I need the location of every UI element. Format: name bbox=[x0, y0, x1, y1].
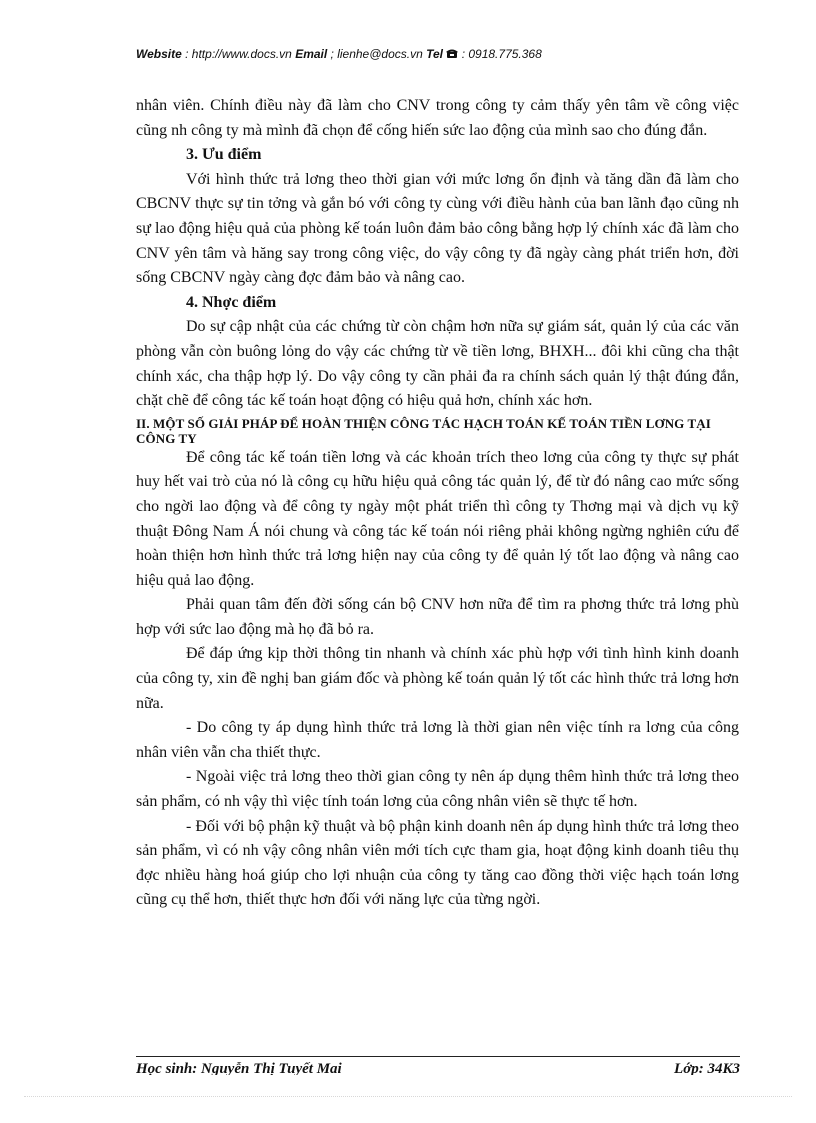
list-item: - Đối với bộ phận kỹ thuật và bộ phận kinh doanh nên áp dụng hình thức trả lơng theo sản phẩm, vì có nh vậy công nhân viên mới tích cực tham gia, hoạt động kinh doanh tiêu thụ đợc nhiều hàng hoá giúp cho lợi nhuận của công ty tăng cao đồng thời việc hạch toán lơng cũng cụ thể hơn, thiết thực hơn đối với năng lực của từng ngời. bbox=[136, 817, 739, 909]
phone-icon bbox=[446, 48, 458, 62]
website-label: Website bbox=[136, 47, 182, 61]
email-value: ; lienhe@docs.vn bbox=[327, 47, 427, 61]
document-body bbox=[136, 94, 739, 913]
page-header bbox=[136, 47, 756, 62]
footer-class: Lớp: 34K3 bbox=[674, 1061, 740, 1075]
footer-student: Học sinh: Nguyễn Thị Tuyết Mai bbox=[136, 1061, 342, 1075]
list-item: - Ngoài việc trả lơng theo thời gian công ty nên áp dụng thêm hình thức trả lơng theo sản phẩm, có nh vậy thì việc tính toán lơng của công nhân viên sẽ thực tế hơn. bbox=[136, 768, 739, 811]
heading-disadvantages: 4. Nhợc điểm bbox=[186, 293, 277, 311]
paragraph: Để đáp ứng kịp thời thông tin nhanh và chính xác phù hợp với tình hình kinh doanh của công ty, xin đề nghị ban giám đốc và phòng kế toán quản lý tốt các hình thức trả lơng hơn nữa. bbox=[136, 645, 739, 712]
footer-divider bbox=[136, 1056, 740, 1057]
paragraph: nhân viên. Chính điều này đã làm cho CNV trong công ty cảm thấy yên tâm về công việc cũng nh công ty mà mình đã chọn để cống hiến sức lao động của mình sao cho đúng đắn. bbox=[136, 97, 739, 139]
paragraph: Phải quan tâm đến đời sống cán bộ CNV hơn nữa để tìm ra phơng thức trả lơng phù hợp với sức lao động mà họ đã bỏ ra. bbox=[136, 596, 739, 638]
list-item: - Do công ty áp dụng hình thức trả lơng là thời gian nên việc tính ra lơng của công nhân viên vẫn cha thiết thực. bbox=[136, 719, 739, 761]
heading-advantages: 3. Ưu điểm bbox=[186, 146, 262, 164]
page-edge-divider bbox=[24, 1096, 792, 1097]
tel-label: Tel bbox=[426, 47, 444, 61]
website-value: : http://www.docs.vn bbox=[181, 47, 296, 61]
page-footer bbox=[136, 1061, 740, 1075]
paragraph: Để công tác kế toán tiền lơng và các khoản trích theo lơng của công ty thực sự phát huy hết vai trò của nó là công cụ hữu hiệu quả công tác quản lý, để từ đó nâng cao mức sống cho ngời lao động và để công ty ngày một phát triển thì công ty Thơng mại và dịch vụ kỹ thuật Đông Nam Á nói chung và công tác kế toán nói riêng phải không ngừng nghiên cứu để hoàn thiện hơn hình thức trả lơng hiện nay của công ty để quản lý tốt lao động và nâng cao hiệu quả lao động. bbox=[136, 448, 739, 589]
section-heading: II. MỘT SỐ GIẢI PHÁP ĐỂ HOÀN THIỆN CÔNG TÁC HẠCH TOÁN KẾ TOÁN TIỀN LƠNG TẠI CÔNG TY bbox=[136, 415, 711, 446]
paragraph: Với hình thức trả lơng theo thời gian với mức lơng ổn định và tăng dần đã làm cho CBCNV thực sự tin tởng và gắn bó với công ty cùng với điều hành của ban lãnh đạo cũng nh sự lao động hiệu quả của phòng kế toán luôn đảm bảo công bằng hợp lý chính xác đã làm cho CNV yên tâm và hăng say trong công việc, do vậy công ty đã ngày càng phát triển hơn, đời sống CBCNV ngày càng đợc đảm bảo và nâng cao. bbox=[136, 170, 739, 287]
email-label: Email bbox=[295, 47, 328, 61]
paragraph: Do sự cập nhật của các chứng từ còn chậm hơn nữa sự giám sát, quản lý của các văn phòng vẫn còn buông lỏng do vậy các chứng từ về tiền lơng, BHXH... đôi khi cũng cha thật chính xác, cha thập hợp lý. Do vậy công ty cần phải đa ra chính sách quản lý thật đúng đắn, chặt chẽ để công tác kế toán hoạt động có hiệu quả hơn, chính xác hơn. bbox=[136, 318, 739, 410]
tel-value: : 0918.775.368 bbox=[458, 47, 542, 61]
